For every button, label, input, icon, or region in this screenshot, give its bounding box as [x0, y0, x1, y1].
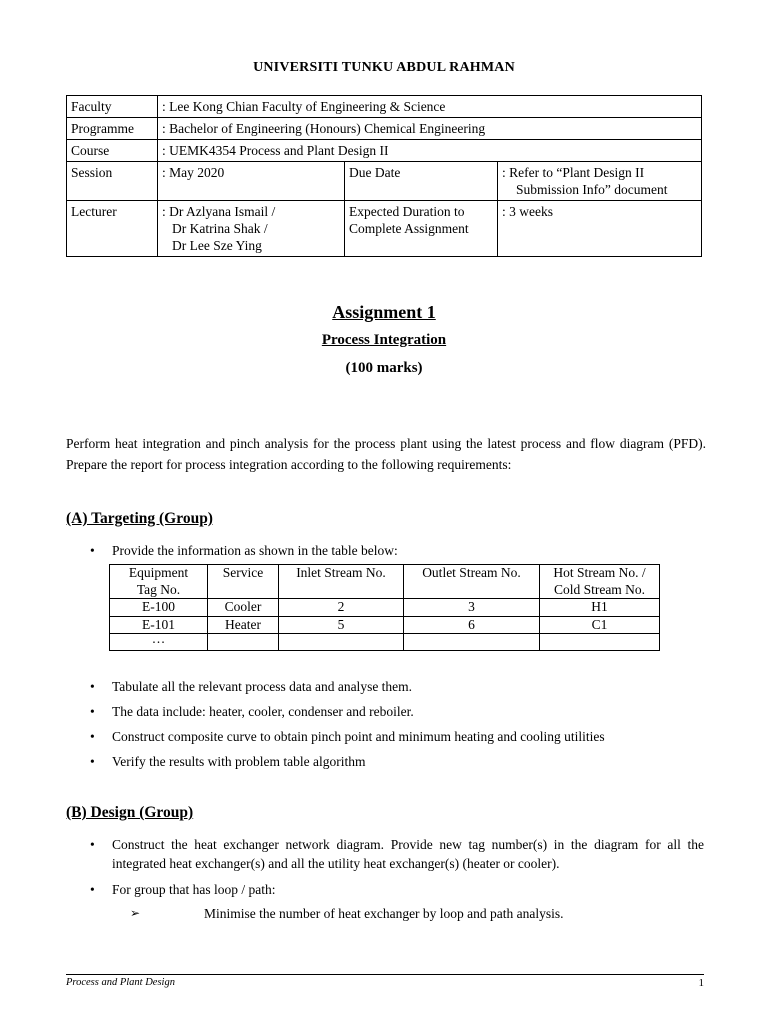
- stream-table: [109, 564, 660, 651]
- table-header-row: [110, 565, 660, 599]
- bullet-icon: •: [90, 704, 95, 719]
- table-cell: [279, 634, 404, 651]
- table-cell: 5: [279, 616, 404, 634]
- section-b-heading: (B) Design (Group): [66, 804, 194, 821]
- lecturer-label: Lecturer: [67, 201, 158, 257]
- due-date-line-1: : Refer to “Plant Design II: [502, 165, 645, 180]
- faculty-value: : Lee Kong Chian Faculty of Engineering & Science: [158, 96, 702, 118]
- table-row: [110, 599, 660, 617]
- table-row: [67, 96, 702, 118]
- header-hot-cold-line-2: Cold Stream No.: [553, 581, 646, 597]
- table-cell: [540, 634, 660, 651]
- section-a-heading: (A) Targeting (Group): [66, 510, 213, 527]
- table-row: [110, 634, 660, 651]
- footer-divider: [66, 974, 704, 975]
- table-cell: Cooler: [208, 599, 279, 617]
- lecturer-line-1: : Dr Azlyana Ismail /: [162, 204, 276, 219]
- bullet-icon: •: [90, 679, 95, 694]
- faculty-label: Faculty: [67, 96, 158, 118]
- header-outlet: Outlet Stream No.: [404, 565, 540, 599]
- assignment-subtitle-text: Process Integration: [321, 332, 447, 348]
- programme-value: : Bachelor of Engineering (Honours) Chemical Engineering: [158, 118, 702, 140]
- bullet-text: The data include: heater, cooler, condenser and reboiler.: [112, 704, 414, 719]
- bullet-text: Verify the results with problem table algorithm: [112, 754, 366, 769]
- bullet-icon: •: [90, 837, 95, 852]
- table-row: [67, 118, 702, 140]
- bullet-text: Construct the heat exchanger network diagram. Provide new tag number(s) in the diagram for all the integrated heat exchanger(s) and all the utility heat exchanger(s) (heater or cooler).: [112, 837, 704, 871]
- lecturer-line-2: Dr Katrina Shak /: [172, 221, 268, 236]
- bullet-text: Provide the information as shown in the table below:: [112, 543, 398, 558]
- header-equipment: [110, 565, 208, 599]
- bullet-icon: •: [90, 729, 95, 744]
- page-number: 1: [698, 977, 704, 989]
- lecturer-value: [158, 201, 345, 257]
- header-service: Service: [208, 565, 279, 599]
- bullet-icon: •: [90, 543, 95, 558]
- bullet-text: Construct composite curve to obtain pinch point and minimum heating and cooling utilities: [112, 729, 605, 744]
- arrow-bullet-icon: ➢: [130, 906, 141, 920]
- assignment-marks-text: (100 marks): [345, 360, 423, 376]
- assignment-title: [0, 302, 768, 323]
- duration-label-line-2: Complete Assignment: [349, 221, 469, 236]
- table-cell: H1: [540, 599, 660, 617]
- sub-bullet-text: Minimise the number of heat exchanger by loop and path analysis.: [204, 906, 564, 921]
- intro-paragraph: Perform heat integration and pinch analysis for the process plant using the latest process and flow diagram (PFD). Prepare the report for process integration according to the following requirements:: [66, 436, 706, 472]
- table-row: [67, 162, 702, 201]
- bullet-text: For group that has loop / path:: [112, 882, 276, 897]
- bullet-icon: •: [90, 754, 95, 769]
- table-row: [67, 140, 702, 162]
- header-equipment-line-2: Tag No.: [136, 581, 181, 597]
- table-cell: C1: [540, 616, 660, 634]
- header-hot-cold-line-1: Hot Stream No. /: [553, 565, 646, 580]
- due-date-line-2: Submission Info” document: [516, 182, 668, 197]
- duration-label: [345, 201, 498, 257]
- assignment-subtitle: [0, 332, 768, 349]
- header-hot-cold: [540, 565, 660, 599]
- bullet-icon: •: [90, 882, 95, 897]
- course-value: : UEMK4354 Process and Plant Design II: [158, 140, 702, 162]
- course-label: Course: [67, 140, 158, 162]
- assignment-title-text: Assignment 1: [332, 302, 436, 322]
- table-cell-ellipsis: …: [110, 634, 208, 651]
- assignment-marks: [0, 360, 768, 377]
- table-cell: E-100: [110, 599, 208, 617]
- footer-title: Process and Plant Design: [66, 977, 175, 988]
- duration-value: : 3 weeks: [498, 201, 702, 257]
- table-cell: 2: [279, 599, 404, 617]
- table-cell: 6: [404, 616, 540, 634]
- lecturer-line-3: Dr Lee Sze Ying: [172, 238, 262, 253]
- table-cell: [404, 634, 540, 651]
- session-value: : May 2020: [158, 162, 345, 201]
- table-cell: [208, 634, 279, 651]
- course-info-table: [66, 95, 702, 257]
- session-label: Session: [67, 162, 158, 201]
- due-date-value: [498, 162, 702, 201]
- table-cell: Heater: [208, 616, 279, 634]
- due-date-label: Due Date: [345, 162, 498, 201]
- table-row: [110, 616, 660, 634]
- duration-label-line-1: Expected Duration to: [349, 204, 465, 219]
- table-row: [67, 201, 702, 257]
- table-cell: E-101: [110, 616, 208, 634]
- bullet-text: Tabulate all the relevant process data and analyse them.: [112, 679, 413, 694]
- header-equipment-line-1: Equipment: [128, 565, 189, 580]
- programme-label: Programme: [67, 118, 158, 140]
- table-cell: 3: [404, 599, 540, 617]
- header-inlet: Inlet Stream No.: [279, 565, 404, 599]
- university-name: UNIVERSITI TUNKU ABDUL RAHMAN: [253, 60, 515, 75]
